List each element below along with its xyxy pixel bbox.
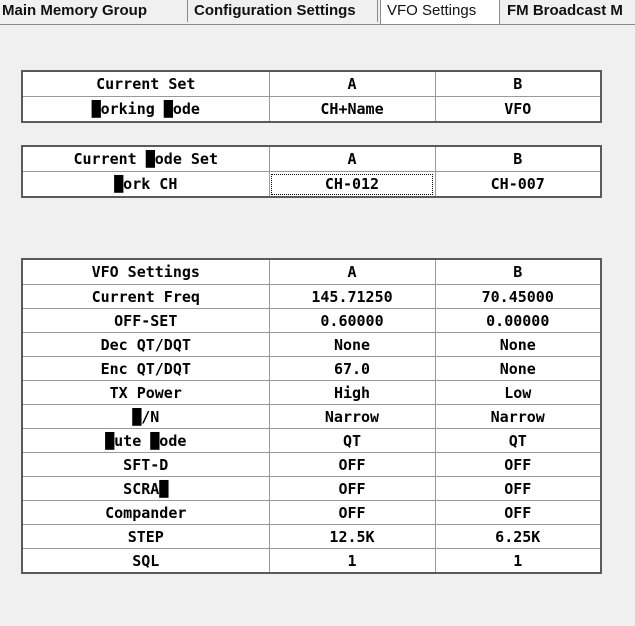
table-row [22,97,601,123]
table-row [22,357,601,381]
row-label: OFF-SET [22,309,269,333]
header-a: A [269,71,435,97]
value-b-cell[interactable]: Narrow [435,405,601,429]
value-b-cell[interactable]: 70.45000 [435,285,601,309]
header-b: B [435,71,601,97]
grid-header-row [22,71,601,97]
grid-header-row [22,259,601,285]
value-a-cell[interactable]: 145.71250 [269,285,435,309]
row-label: Enc QT/DQT [22,357,269,381]
tab-bar [0,0,635,24]
row-label: █ute █ode [22,429,269,453]
header-vfo-settings: VFO Settings [22,259,269,285]
value-a-cell[interactable]: None [269,333,435,357]
table-row [22,405,601,429]
value-a-cell[interactable]: OFF [269,477,435,501]
row-label-working-mode: █orking █ode [22,97,269,123]
row-label-work-ch: █ork CH [22,172,269,198]
value-a-cell[interactable]: Narrow [269,405,435,429]
header-current-mode-set: Current █ode Set [22,146,269,172]
working-mode-a-cell[interactable]: CH+Name [269,97,435,123]
row-label: TX Power [22,381,269,405]
value-b-cell[interactable]: Low [435,381,601,405]
tab-configuration-settings[interactable]: Configuration Settings [188,0,378,22]
value-a-cell[interactable]: 12.5K [269,525,435,549]
header-b: B [435,146,601,172]
tab-vfo-settings[interactable]: VFO Settings [380,0,500,24]
row-label: Compander [22,501,269,525]
header-b: B [435,259,601,285]
table-row [22,501,601,525]
grid-header-row [22,146,601,172]
value-a-cell[interactable]: QT [269,429,435,453]
value-b-cell[interactable]: None [435,357,601,381]
header-a: A [269,259,435,285]
row-label: SCRA█ [22,477,269,501]
work-ch-b-cell[interactable]: CH-007 [435,172,601,198]
row-label: █/N [22,405,269,429]
value-b-cell[interactable]: 1 [435,549,601,574]
table-row [22,549,601,574]
value-b-cell[interactable]: 0.00000 [435,309,601,333]
table-row [22,172,601,198]
value-a-cell[interactable]: 67.0 [269,357,435,381]
work-channel-grid [21,145,602,198]
tab-fm-broadcast[interactable]: FM Broadcast M [507,2,623,19]
table-row [22,429,601,453]
vfo-settings-grid [21,258,602,574]
header-a: A [269,146,435,172]
value-b-cell[interactable]: 6.25K [435,525,601,549]
table-row [22,285,601,309]
table-row [22,477,601,501]
value-a-cell[interactable]: 1 [269,549,435,574]
table-row [22,453,601,477]
row-label: Current Freq [22,285,269,309]
value-a-cell[interactable]: 0.60000 [269,309,435,333]
row-label: Dec QT/DQT [22,333,269,357]
working-mode-grid [21,70,602,123]
value-b-cell[interactable]: OFF [435,477,601,501]
value-b-cell[interactable]: OFF [435,453,601,477]
tab-main-memory-group[interactable]: Main Memory Group [0,0,188,22]
table-row [22,333,601,357]
table-row [22,309,601,333]
working-mode-b-cell[interactable]: VFO [435,97,601,123]
value-a-cell[interactable]: OFF [269,501,435,525]
table-row [22,525,601,549]
row-label: STEP [22,525,269,549]
value-b-cell[interactable]: QT [435,429,601,453]
row-label: SFT-D [22,453,269,477]
value-b-cell[interactable]: None [435,333,601,357]
value-a-cell[interactable]: OFF [269,453,435,477]
row-label: SQL [22,549,269,574]
work-ch-a-cell[interactable]: CH-012 [269,172,435,198]
table-row [22,381,601,405]
value-a-cell[interactable]: High [269,381,435,405]
header-current-set: Current Set [22,71,269,97]
value-b-cell[interactable]: OFF [435,501,601,525]
